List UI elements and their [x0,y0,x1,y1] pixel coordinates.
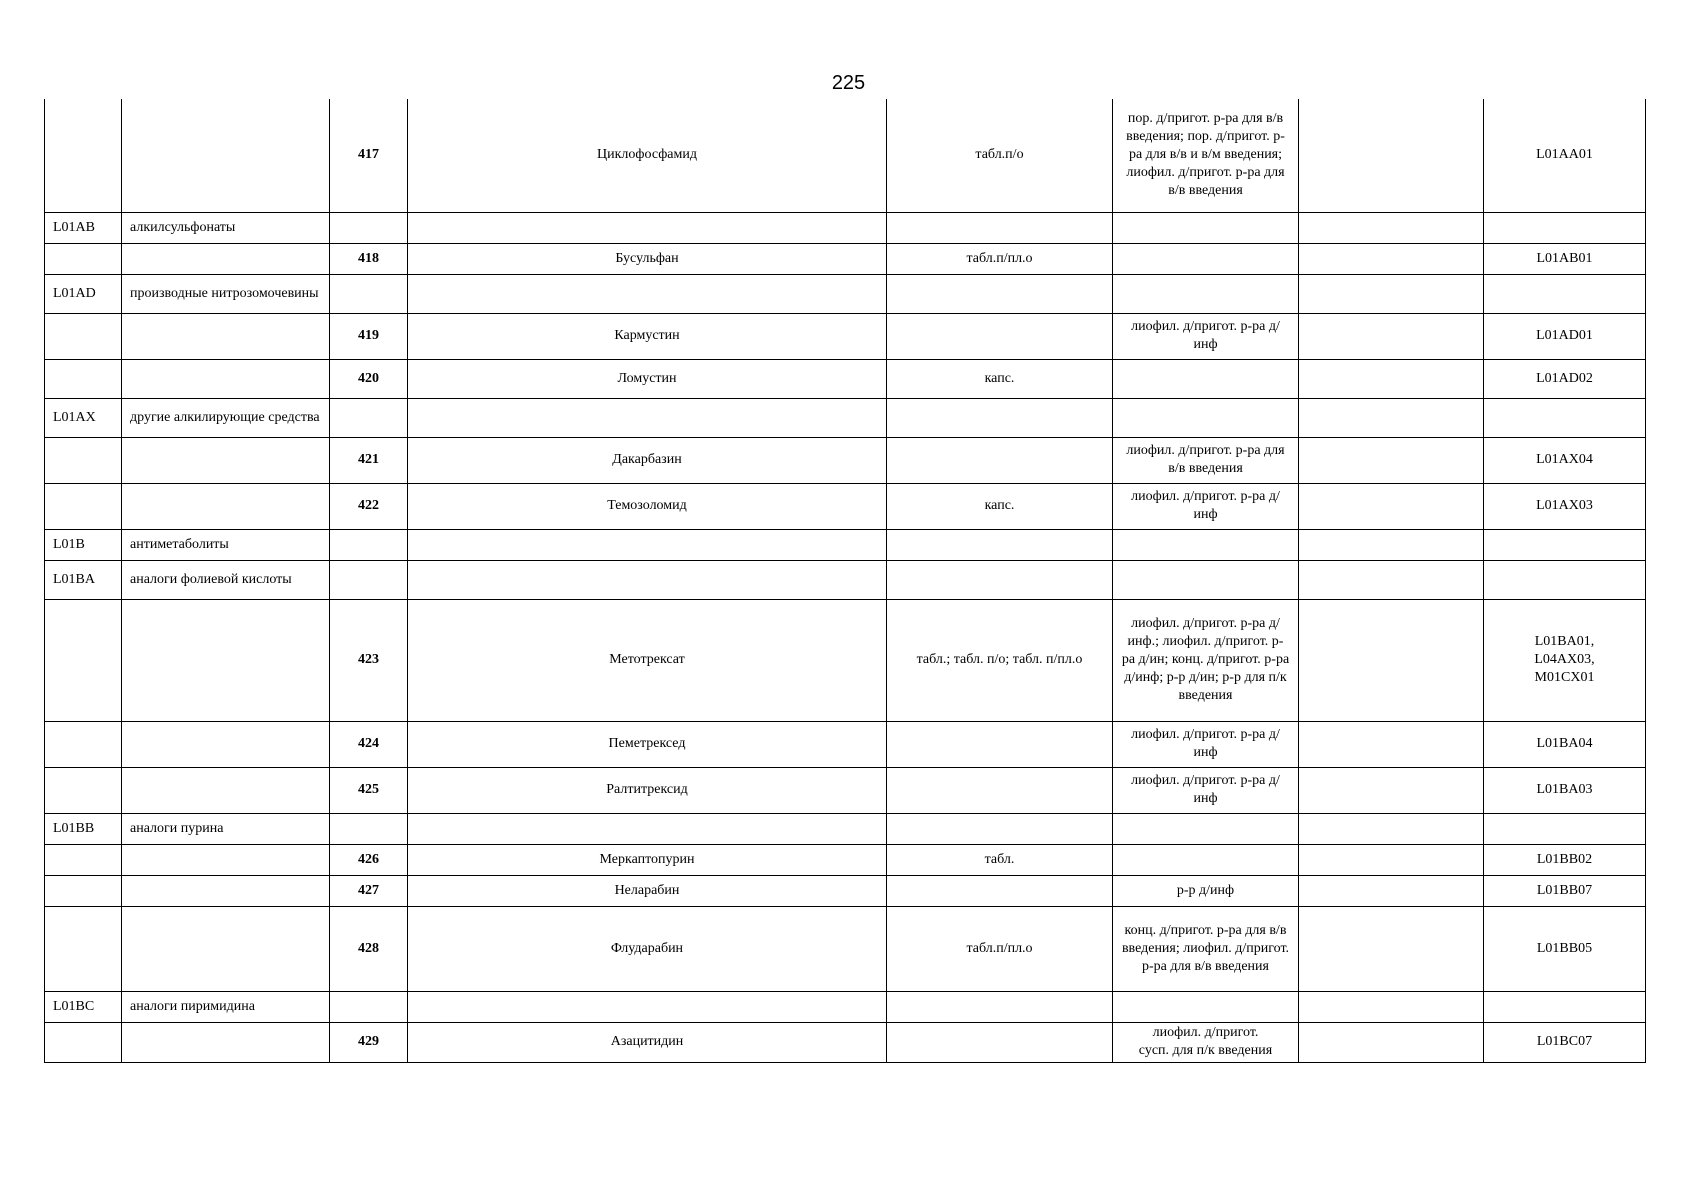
dosage-form-tablets [887,991,1113,1022]
atc-group-code: L01BA [45,560,122,599]
atc-code [1484,529,1646,560]
atc-group-code: L01AD [45,274,122,313]
item-number: 420 [330,359,408,398]
atc-group-code [45,906,122,991]
drug-name: Циклофосфамид [408,99,887,212]
item-number [330,212,408,243]
drug-name: Дакарбазин [408,437,887,483]
table-row [45,483,1646,529]
pharmacological-group: другие алкилирующие средства [122,398,330,437]
atc-code [1484,212,1646,243]
dosage-form-injectables [1113,359,1299,398]
dosage-form-injectables: конц. д/пригот. р-ра для в/в введения; лиофил. д/пригот. р-ра для в/в введения [1113,906,1299,991]
item-number: 429 [330,1022,408,1062]
item-number: 427 [330,875,408,906]
drug-name: Ралтитрексид [408,767,887,813]
drug-name: Пеметрексед [408,721,887,767]
dosage-form-tablets [887,875,1113,906]
dosage-form-injectables: лиофил. д/пригот. р-ра д/инф [1113,721,1299,767]
pharmacological-group [122,243,330,274]
item-number [330,813,408,844]
atc-group-code: L01BB [45,813,122,844]
atc-code [1484,274,1646,313]
table-row [45,359,1646,398]
atc-group-code [45,99,122,212]
atc-group-code [45,721,122,767]
item-number [330,529,408,560]
item-number: 417 [330,99,408,212]
atc-group-code: L01AB [45,212,122,243]
dosage-form-tablets: табл.; табл. п/о; табл. п/пл.о [887,599,1113,721]
pharmacological-group [122,875,330,906]
pharmacological-group [122,359,330,398]
atc-code: L01AX04 [1484,437,1646,483]
item-number: 423 [330,599,408,721]
dosage-form-other [1299,99,1484,212]
pharmacological-group [122,313,330,359]
pharmacological-group [122,906,330,991]
atc-code: L01BB02 [1484,844,1646,875]
dosage-form-tablets: табл.п/пл.о [887,906,1113,991]
dosage-form-other [1299,483,1484,529]
drug-name: Темозоломид [408,483,887,529]
atc-group-code [45,875,122,906]
atc-group-code [45,437,122,483]
dosage-form-tablets: табл.п/о [887,99,1113,212]
dosage-form-other [1299,1022,1484,1062]
dosage-form-other [1299,560,1484,599]
dosage-form-injectables: лиофил. д/пригот. р-ра для в/в введения [1113,437,1299,483]
dosage-form-injectables [1113,529,1299,560]
dosage-form-tablets [887,1022,1113,1062]
atc-code: L01BA03 [1484,767,1646,813]
atc-code: L01BB07 [1484,875,1646,906]
atc-code: L01AD01 [1484,313,1646,359]
page-number: 225 [831,72,866,94]
drug-name: Кармустин [408,313,887,359]
table-row [45,99,1646,212]
atc-code [1484,560,1646,599]
dosage-form-tablets: капс. [887,483,1113,529]
table-row [45,1022,1646,1062]
dosage-form-injectables: лиофил. д/пригот. р-ра д/инф.; лиофил. д/пригот. р-ра д/ин; конц. д/пригот. р-ра д/инф; р-р д/ин; р-р для п/к введения [1113,599,1299,721]
item-number: 424 [330,721,408,767]
drug-name: Меркаптопурин [408,844,887,875]
atc-group-code [45,1022,122,1062]
drug-name: Ломустин [408,359,887,398]
atc-code [1484,991,1646,1022]
dosage-form-injectables: лиофил. д/пригот. р-ра д/инф [1113,313,1299,359]
pharmacological-group: аналоги фолиевой кислоты [122,560,330,599]
dosage-form-injectables [1113,991,1299,1022]
dosage-form-injectables [1113,398,1299,437]
atc-code: L01AD02 [1484,359,1646,398]
item-number [330,560,408,599]
pharmacological-group: антиметаболиты [122,529,330,560]
dosage-form-other [1299,721,1484,767]
atc-code [1484,398,1646,437]
pharmacological-group [122,767,330,813]
table-row [45,212,1646,243]
atc-group-code: L01B [45,529,122,560]
dosage-form-tablets [887,767,1113,813]
table-row [45,274,1646,313]
table-row [45,437,1646,483]
pharmacological-group [122,99,330,212]
atc-group-code [45,243,122,274]
dosage-form-tablets: капс. [887,359,1113,398]
dosage-form-injectables: лиофил. д/пригот. сусп. для п/к введения [1113,1022,1299,1062]
drug-name: Неларабин [408,875,887,906]
atc-group-code: L01AX [45,398,122,437]
pharmacological-group: аналоги пиримидина [122,991,330,1022]
dosage-form-other [1299,991,1484,1022]
dosage-form-other [1299,599,1484,721]
drug-name [408,813,887,844]
atc-group-code [45,313,122,359]
pharmacological-group: аналоги пурина [122,813,330,844]
atc-group-code: L01BC [45,991,122,1022]
pharmacological-group [122,437,330,483]
dosage-form-injectables [1113,243,1299,274]
pharmacological-group [122,1022,330,1062]
drug-name [408,398,887,437]
drug-name: Флударабин [408,906,887,991]
table-row [45,243,1646,274]
table-row [45,398,1646,437]
dosage-form-injectables: р-р д/инф [1113,875,1299,906]
atc-code: L01BA04 [1484,721,1646,767]
drug-name [408,560,887,599]
item-number: 428 [330,906,408,991]
table-row [45,844,1646,875]
table-row [45,599,1646,721]
item-number [330,274,408,313]
dosage-form-injectables [1113,844,1299,875]
dosage-form-tablets [887,274,1113,313]
item-number: 426 [330,844,408,875]
dosage-form-other [1299,243,1484,274]
atc-code [1484,813,1646,844]
atc-code: L01BC07 [1484,1022,1646,1062]
atc-code: L01AX03 [1484,483,1646,529]
dosage-form-injectables [1113,212,1299,243]
dosage-form-injectables: лиофил. д/пригот. р-ра д/инф [1113,767,1299,813]
table-row [45,313,1646,359]
item-number: 418 [330,243,408,274]
pharmacological-group [122,483,330,529]
dosage-form-other [1299,313,1484,359]
drug-name [408,274,887,313]
dosage-form-tablets [887,313,1113,359]
dosage-form-tablets [887,398,1113,437]
atc-code: L01BB05 [1484,906,1646,991]
dosage-form-other [1299,813,1484,844]
atc-group-code [45,359,122,398]
dosage-form-tablets: табл. [887,844,1113,875]
pharmacological-group: производные нитрозомочевины [122,274,330,313]
drug-table [44,99,1646,1063]
item-number [330,398,408,437]
drug-name [408,529,887,560]
pharmacological-group [122,599,330,721]
atc-group-code [45,767,122,813]
drug-name [408,991,887,1022]
dosage-form-tablets [887,560,1113,599]
dosage-form-injectables [1113,813,1299,844]
dosage-form-tablets [887,529,1113,560]
dosage-form-other [1299,437,1484,483]
table-row [45,906,1646,991]
table-row [45,991,1646,1022]
dosage-form-other [1299,359,1484,398]
atc-group-code [45,483,122,529]
item-number: 425 [330,767,408,813]
atc-code: L01AA01 [1484,99,1646,212]
pharmacological-group [122,844,330,875]
drug-name [408,212,887,243]
pharmacological-group [122,721,330,767]
drug-name: Метотрексат [408,599,887,721]
dosage-form-other [1299,398,1484,437]
dosage-form-other [1299,212,1484,243]
atc-code: L01AB01 [1484,243,1646,274]
dosage-form-other [1299,844,1484,875]
drug-name: Азацитидин [408,1022,887,1062]
dosage-form-injectables [1113,274,1299,313]
table-row [45,767,1646,813]
item-number: 422 [330,483,408,529]
item-number: 421 [330,437,408,483]
dosage-form-other [1299,529,1484,560]
dosage-form-other [1299,906,1484,991]
table-row [45,813,1646,844]
dosage-form-other [1299,767,1484,813]
item-number: 419 [330,313,408,359]
dosage-form-tablets: табл.п/пл.о [887,243,1113,274]
table-row [45,560,1646,599]
table-row [45,875,1646,906]
table-row [45,529,1646,560]
dosage-form-tablets [887,813,1113,844]
dosage-form-tablets [887,212,1113,243]
item-number [330,991,408,1022]
dosage-form-tablets [887,437,1113,483]
atc-code: L01BA01, L04AX03, M01CX01 [1484,599,1646,721]
dosage-form-injectables: лиофил. д/пригот. р-ра д/инф [1113,483,1299,529]
dosage-form-injectables [1113,560,1299,599]
dosage-form-injectables: пор. д/пригот. р-ра для в/в введения; пор. д/пригот. р-ра для в/в и в/м введения; лиофил. д/пригот. р-ра для в/в введения [1113,99,1299,212]
pharmacological-group: алкилсульфонаты [122,212,330,243]
dosage-form-other [1299,274,1484,313]
table-row [45,721,1646,767]
dosage-form-tablets [887,721,1113,767]
drug-name: Бусульфан [408,243,887,274]
atc-group-code [45,844,122,875]
dosage-form-other [1299,875,1484,906]
atc-group-code [45,599,122,721]
